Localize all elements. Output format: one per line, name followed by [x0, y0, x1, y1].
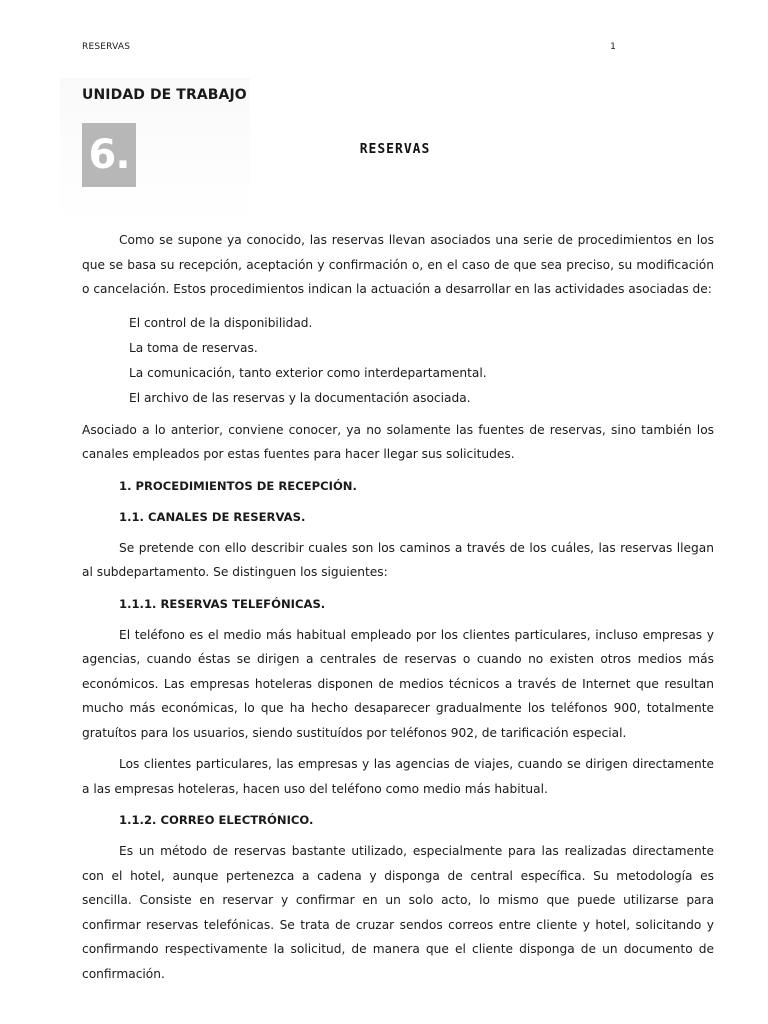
list-item: La comunicación, tanto exterior como interdepartamental.: [129, 365, 487, 380]
running-header-title: RESERVAS: [82, 42, 131, 52]
unit-number-badge: 6.: [82, 123, 136, 187]
activities-list: [129, 311, 714, 411]
page-number: 1: [610, 42, 616, 52]
subsubsection-heading-correo: 1.1.2. CORREO ELECTRÓNICO.: [119, 813, 314, 827]
telefono-paragraph-1: El teléfono es el medio más habitual empleado por los clientes particulares, incluso empresas y agencias, cuando éstas se dirigen a centrales de reservas o cuando no existen otros medios más económicos. Las empresas hoteleras disponen de medios técnicos a través de Internet que resultan mucho más económicas, lo que ha hecho desaparecer gradualmente los teléfonos 900, totalmente gratuítos para los usuarios, siendo sustituídos por teléfonos 902, de tarificación especial.: [82, 627, 714, 740]
intro-paragraph: Como se supone ya conocido, las reservas llevan asociados una serie de procedimientos en los que se basa su recepción, aceptación y confirmación o, en el caso de que sea preciso, su modificación o cancelación. Estos procedimientos indican la actuación a desarrollar en las actividades asociadas de:: [82, 233, 714, 296]
canales-paragraph: Se pretende con ello describir cuales son los caminos a través de los cuáles, las reservas llegan al subdepartamento. Se distinguen los siguientes:: [82, 540, 714, 579]
subsubsection-heading-telefonicas: 1.1.1. RESERVAS TELEFÓNICAS.: [119, 596, 326, 611]
list-item: El archivo de las reservas y la documentación asociada.: [129, 390, 471, 405]
correo-paragraph: Es un método de reservas bastante utilizado, especialmente para las realizadas directamente con el hotel, aunque pertenezca a cadena y disponga de central específica. Su metodología es sencilla. Consiste en reservar y confirmar en un solo acto, lo mismo que puede utilizarse para confirmar reservas telefónicas. Se trata de cruzar sendos correos entre cliente y hotel, solicitando y confirmando respectivamente la solicitud, de manera que el cliente disponga de un documento de confirmación.: [82, 844, 714, 981]
after-list-paragraph: Asociado a lo anterior, conviene conocer, ya no solamente las fuentes de reservas, sino también los canales empleados por estas fuentes para hacer llegar sus solicitudes.: [82, 422, 714, 461]
unit-label: UNIDAD DE TRABAJO: [82, 87, 247, 103]
list-item: La toma de reservas.: [129, 340, 258, 355]
section-heading: 1. PROCEDIMIENTOS DE RECEPCIÓN.: [119, 478, 357, 493]
list-item: El control de la disponibilidad.: [129, 315, 313, 330]
telefono-paragraph-2: Los clientes particulares, las empresas y las agencias de viajes, cuando se dirigen directamente a las empresas hoteleras, hacen uso del teléfono como medio más habitual.: [82, 757, 714, 796]
body-content: [82, 228, 714, 986]
subsection-heading: 1.1. CANALES DE RESERVAS.: [119, 509, 306, 524]
chapter-title: RESERVAS: [359, 142, 431, 157]
